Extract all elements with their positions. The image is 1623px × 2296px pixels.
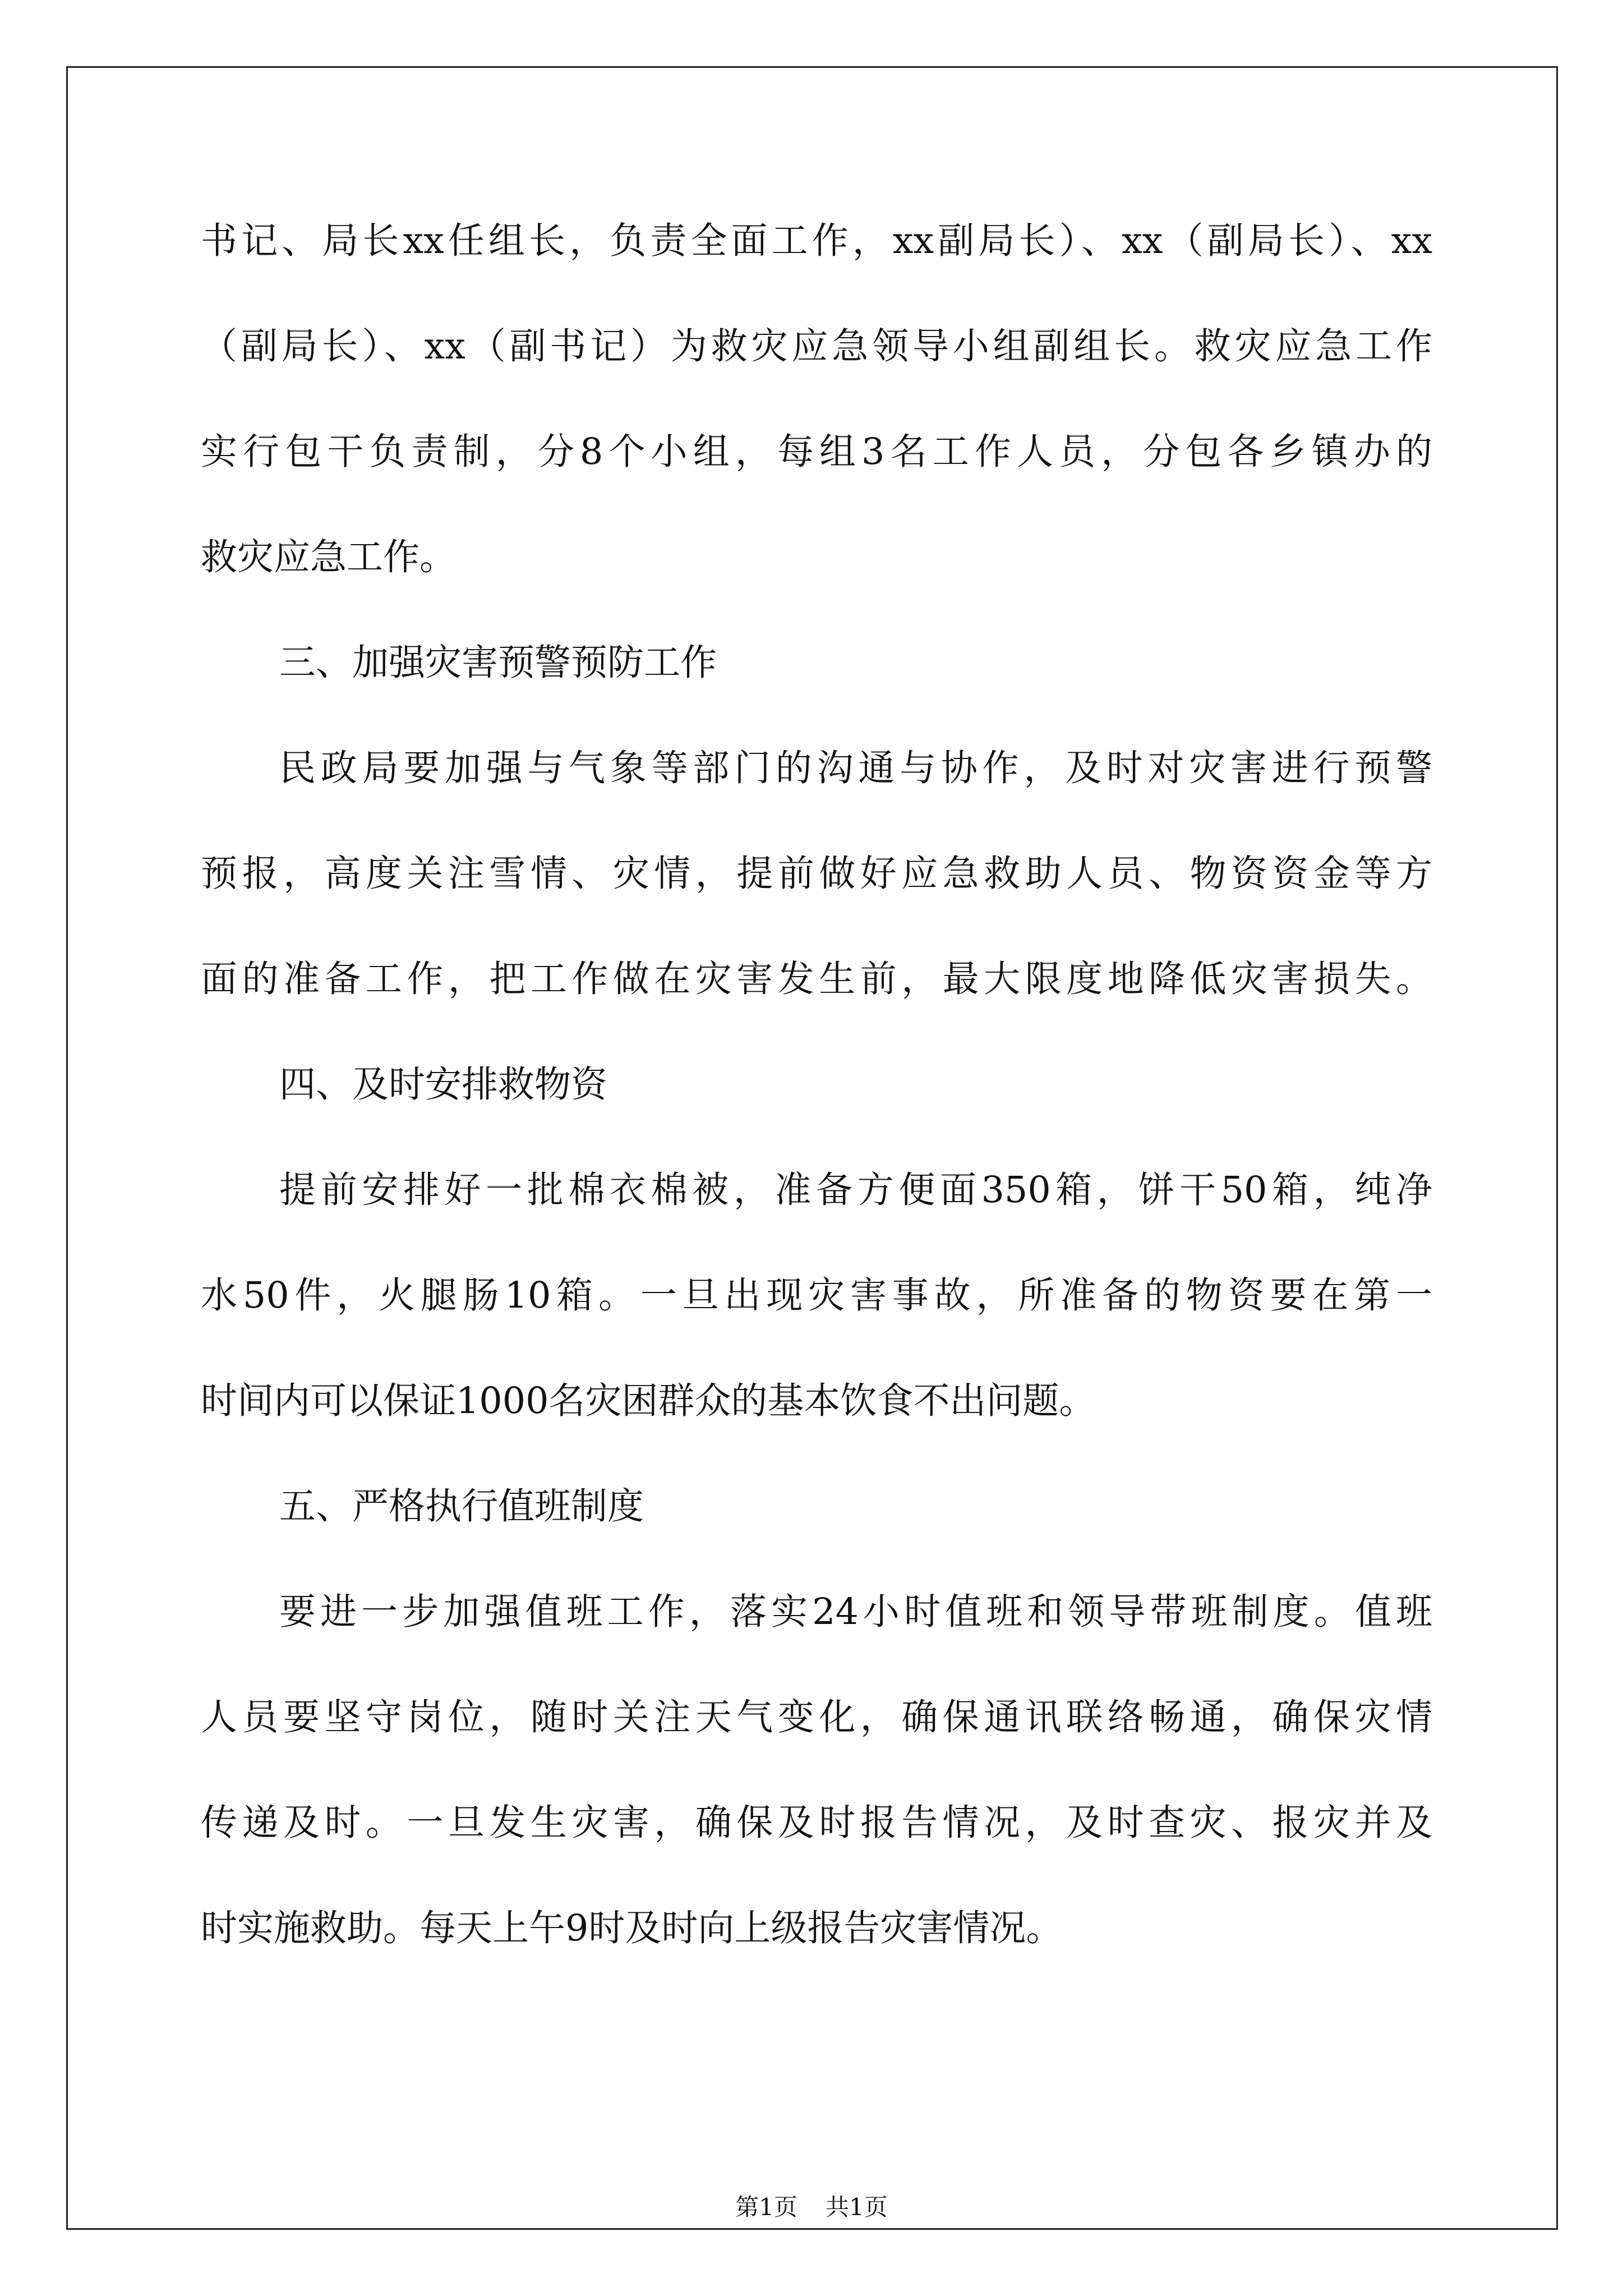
body-text-line: 预报，高度关注雪情、灾情，提前做好应急救助人员、物资资金等方 (201, 853, 1432, 895)
section-heading: 三、加强灾害预警预防工作 (279, 642, 717, 684)
body-text-line: 书记、局长xx任组长，负责全面工作，xx副局长）、xx（副局长）、xx (201, 220, 1432, 262)
body-text-line: 救灾应急工作。 (201, 536, 457, 578)
page-footer (0, 2193, 1623, 2221)
page-number: 第1页 (735, 2193, 797, 2221)
body-text-line: 民政局要加强与气象等部门的沟通与协作，及时对灾害进行预警 (279, 747, 1432, 789)
page-total: 共1页 (826, 2193, 888, 2221)
body-text-line: 水50件，火腿肠10箱。一旦出现灾害事故，所准备的物资要在第一 (201, 1274, 1432, 1317)
body-text-line: （副局长）、xx（副书记）为救灾应急领导小组副组长。救灾应急工作 (201, 325, 1432, 367)
body-text-line: 时实施救助。每天上午9时及时向上级报告灾害情况。 (201, 1907, 1063, 1949)
body-text-line: 传递及时。一旦发生灾害，确保及时报告情况，及时查灾、报灾并及 (201, 1802, 1432, 1844)
body-text-line: 提前安排好一批棉衣棉被，准备方便面350箱，饼干50箱，纯净 (279, 1169, 1432, 1211)
section-heading: 四、及时安排救物资 (279, 1064, 608, 1106)
body-text-line: 面的准备工作，把工作做在灾害发生前，最大限度地降低灾害损失。 (201, 958, 1432, 1000)
section-heading: 五、严格执行值班制度 (279, 1485, 644, 1527)
body-text-line: 时间内可以保证1000名灾困群众的基本饮食不出问题。 (201, 1380, 1096, 1422)
body-text-line: 实行包干负责制，分8个小组，每组3名工作人员，分包各乡镇办的 (201, 431, 1432, 473)
body-text-line: 要进一步加强值班工作，落实24小时值班和领导带班制度。值班 (279, 1591, 1432, 1633)
document-body (201, 222, 1432, 2014)
body-text-line: 人员要坚守岗位，随时关注天气变化，确保通讯联络畅通，确保灾情 (201, 1696, 1432, 1738)
